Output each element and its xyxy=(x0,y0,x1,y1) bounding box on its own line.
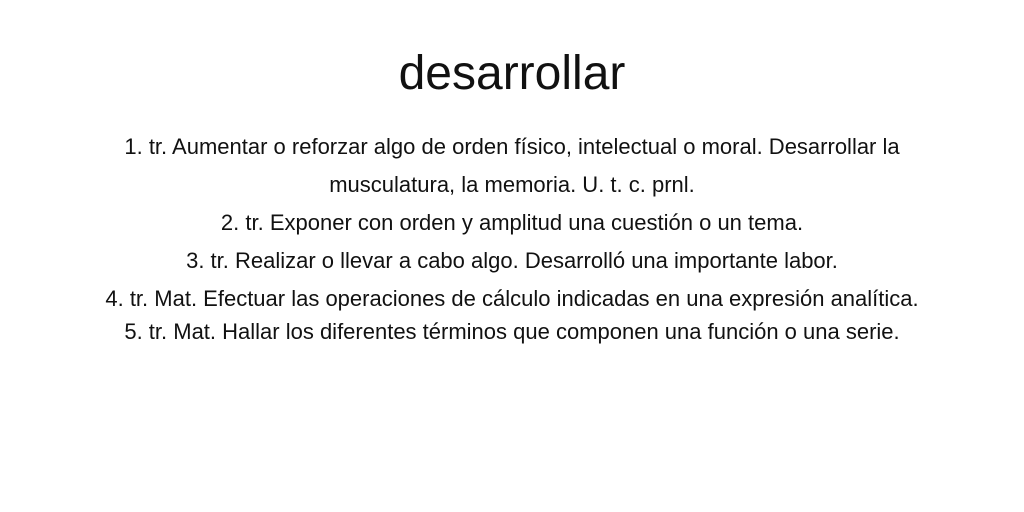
definition-5: 5. tr. Mat. Hallar los diferentes términos que componen una función o una serie. xyxy=(124,319,900,344)
headword: desarrollar xyxy=(398,47,626,100)
definition-3: 3. tr. Realizar o llevar a cabo algo. Desarrolló una importante labor. xyxy=(186,248,838,273)
definition-4: 4. tr. Mat. Efectuar las operaciones de cálculo indicadas en una expresión analítica. xyxy=(105,286,919,311)
definition-1: 1. tr. Aumentar o reforzar algo de orden físico, intelectual o moral. Desarrollar la musculatura, la memoria. U. t. c. prnl. xyxy=(124,134,900,197)
definition-2: 2. tr. Exponer con orden y amplitud una cuestión o un tema. xyxy=(220,210,804,235)
definition-list xyxy=(60,128,964,350)
